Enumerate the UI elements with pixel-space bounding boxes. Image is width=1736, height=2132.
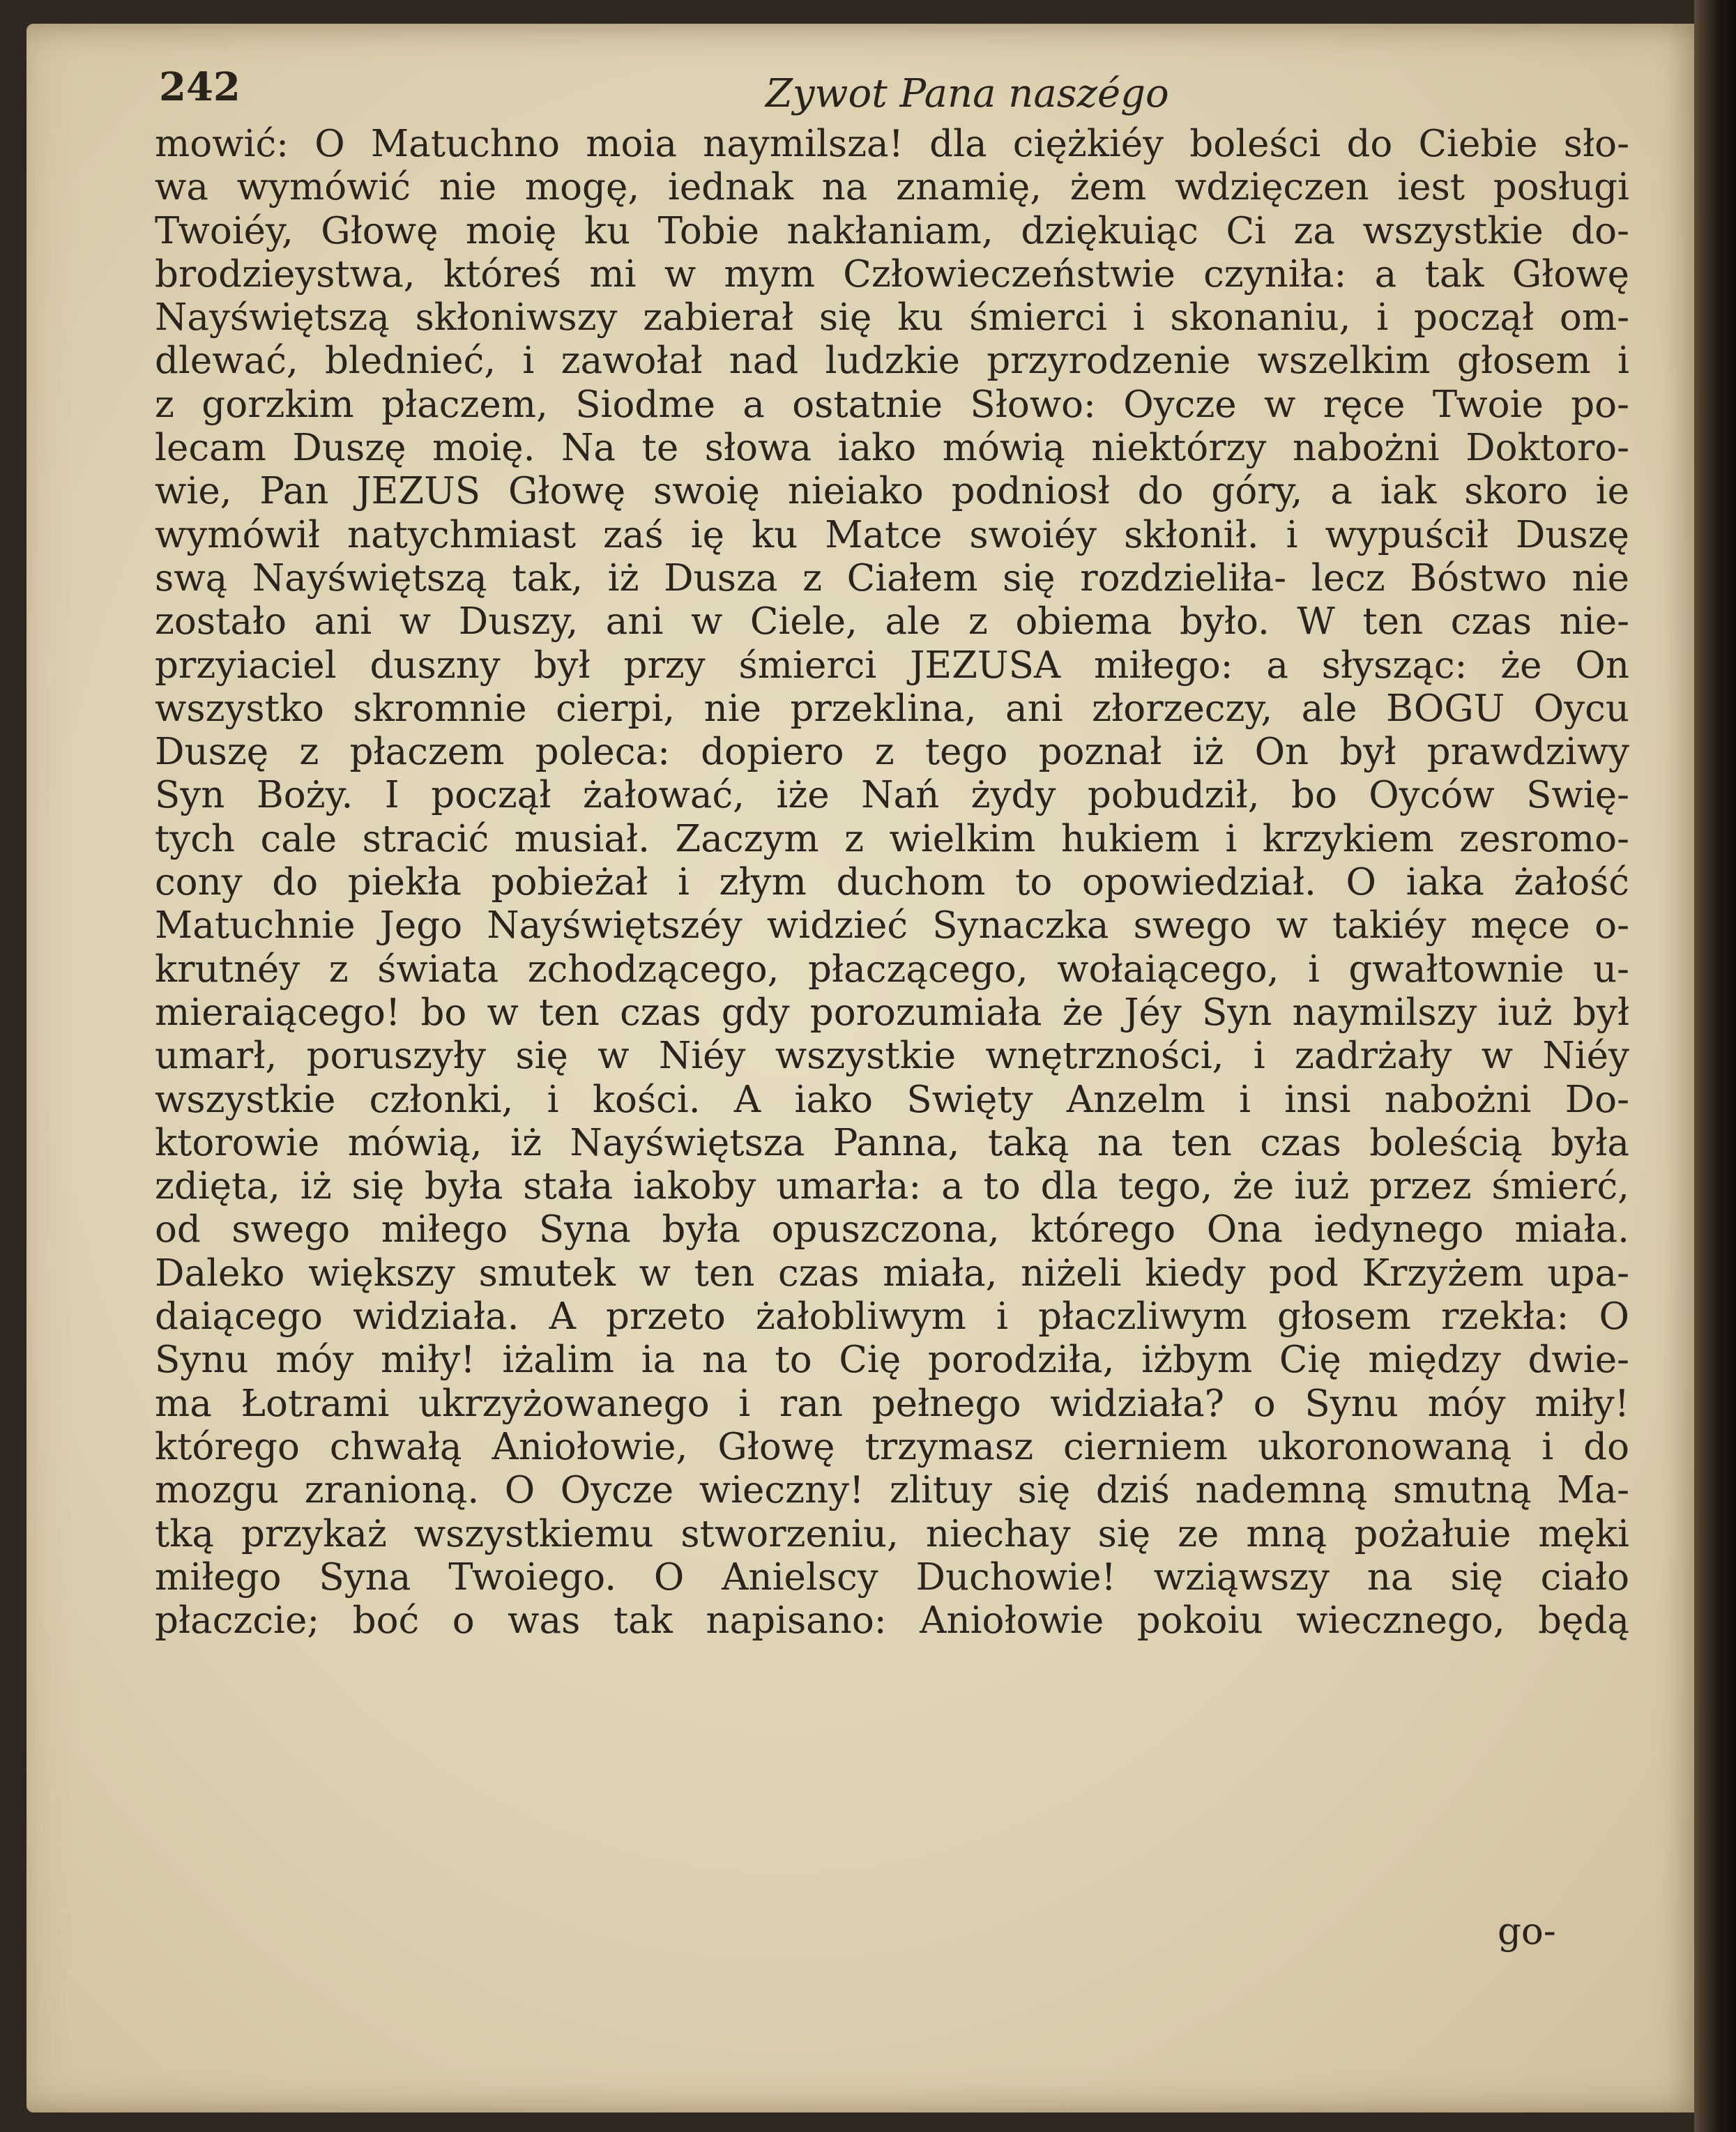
text-line: z gorzkim płaczem, Siodme a ostatnie Słowo: Oycze w ręce Twoie po- — [155, 383, 1629, 426]
page-number: 242 — [159, 64, 241, 110]
text-line: Duszę z płaczem poleca: dopiero z tego poznał iż On był prawdziwy — [155, 731, 1629, 774]
text-line: wszystko skromnie cierpi, nie przeklina, ani złorzeczy, ale BOGU Oycu — [155, 687, 1629, 730]
text-line: Nayświętszą skłoniwszy zabierał się ku śmierci i skonaniu, i począł om- — [155, 296, 1629, 340]
text-line: Daleko większy smutek w ten czas miała, niżeli kiedy pod Krzyżem upa- — [155, 1251, 1629, 1295]
text-line: krutnéy z świata zchodzącego, płaczącego, wołaiącego, i gwałtownie u- — [155, 947, 1629, 991]
text-line: Matuchnie Jego Nayświętszéy widzieć Synaczka swego w takiéy męce o- — [155, 904, 1629, 947]
text-line: mowić: O Matuchno moia naymilsza! dla ciężkiéy boleści do Ciebie sło- — [155, 123, 1629, 165]
text-line: Syn Boży. I począł żałować, iże Nań żydy pobudził, bo Oyców Swię- — [155, 774, 1629, 817]
text-line: daiącego widziała. A przeto żałobliwym i płaczliwym głosem rzekła: O — [155, 1295, 1629, 1339]
running-title: Zywot Pana naszégo — [766, 71, 1169, 116]
text-line: swą Nayświętszą tak, iż Dusza z Ciałem się rozdzieliła- lecz Bóstwo nie — [155, 556, 1629, 600]
body-text — [155, 123, 1629, 1643]
text-line: tką przykaż wszystkiemu stworzeniu, niechay się ze mną pożałuie męki — [155, 1512, 1629, 1555]
text-line: mieraiącego! bo w ten czas gdy porozumiała że Jéy Syn naymilszy iuż był — [155, 991, 1629, 1034]
text-line: Synu móy miły! iżalim ia na to Cię porodziła, iżbym Cię między dwie- — [155, 1339, 1629, 1382]
text-line: lecam Duszę moię. Na te słowa iako mówią niektórzy nabożni Doktoro- — [155, 427, 1629, 470]
text-line: wymówił natychmiast zaś ię ku Matce swoiéy skłonił. i wypuścił Duszę — [155, 513, 1629, 556]
text-line: miłego Syna Twoiego. O Anielscy Duchowie! wziąwszy na się ciało — [155, 1555, 1629, 1599]
text-line: Twoiéy, Głowę moię ku Tobie nakłaniam, dziękuiąc Ci za wszystkie do- — [155, 209, 1629, 252]
book-gutter — [1694, 0, 1736, 2132]
text-line: brodzieystwa, któreś mi w mym Człowieczeństwie czyniła: a tak Głowę — [155, 252, 1629, 296]
page-header — [159, 64, 1609, 127]
text-line: cony do piekła pobieżał i złym duchom to opowiedział. O iaka żałość — [155, 861, 1629, 904]
text-line: wie, Pan JEZUS Głowę swoię nieiako podniosł do góry, a iak skoro ie — [155, 470, 1629, 513]
text-line: umarł, poruszyły się w Niéy wszystkie wnętrzności, i zadrżały w Niéy — [155, 1035, 1629, 1078]
text-line: mozgu zranioną. O Oycze wieczny! zlituy się dziś nademną smutną Ma- — [155, 1469, 1629, 1512]
text-line: zostało ani w Duszy, ani w Ciele, ale z obiema było. W ten czas nie- — [155, 600, 1629, 644]
text-line: dlewać, blednieć, i zawołał nad ludzkie przyrodzenie wszelkim głosem i — [155, 340, 1629, 383]
text-line: wszystkie członki, i kości. A iako Swięty Anzelm i insi nabożni Do- — [155, 1078, 1629, 1121]
catchword: go- — [1498, 1910, 1556, 1953]
text-line: przyiaciel duszny był przy śmierci JEZUSA miłego: a słysząc: że On — [155, 644, 1629, 687]
text-line: wa wymówić nie mogę, iednak na znamię, żem wdzięczen iest posługi — [155, 166, 1629, 209]
text-line: tych cale stracić musiał. Zaczym z wielkim hukiem i krzykiem zesromo- — [155, 817, 1629, 860]
text-line: ma Łotrami ukrzyżowanego i ran pełnego widziała? o Synu móy miły! — [155, 1382, 1629, 1425]
text-line: ktorowie mówią, iż Nayświętsza Panna, taką na ten czas boleścią była — [155, 1121, 1629, 1164]
text-line: którego chwałą Aniołowie, Głowę trzymasz cierniem ukoronowaną i do — [155, 1425, 1629, 1468]
text-line: zdięta, iż się była stała iakoby umarła: a to dla tego, że iuż przez śmierć, — [155, 1165, 1629, 1208]
text-line: od swego miłego Syna była opuszczona, którego Ona iedynego miała. — [155, 1208, 1629, 1251]
text-line: płaczcie; boć o was tak napisano: Aniołowie pokoiu wiecznego, będą — [155, 1599, 1629, 1643]
